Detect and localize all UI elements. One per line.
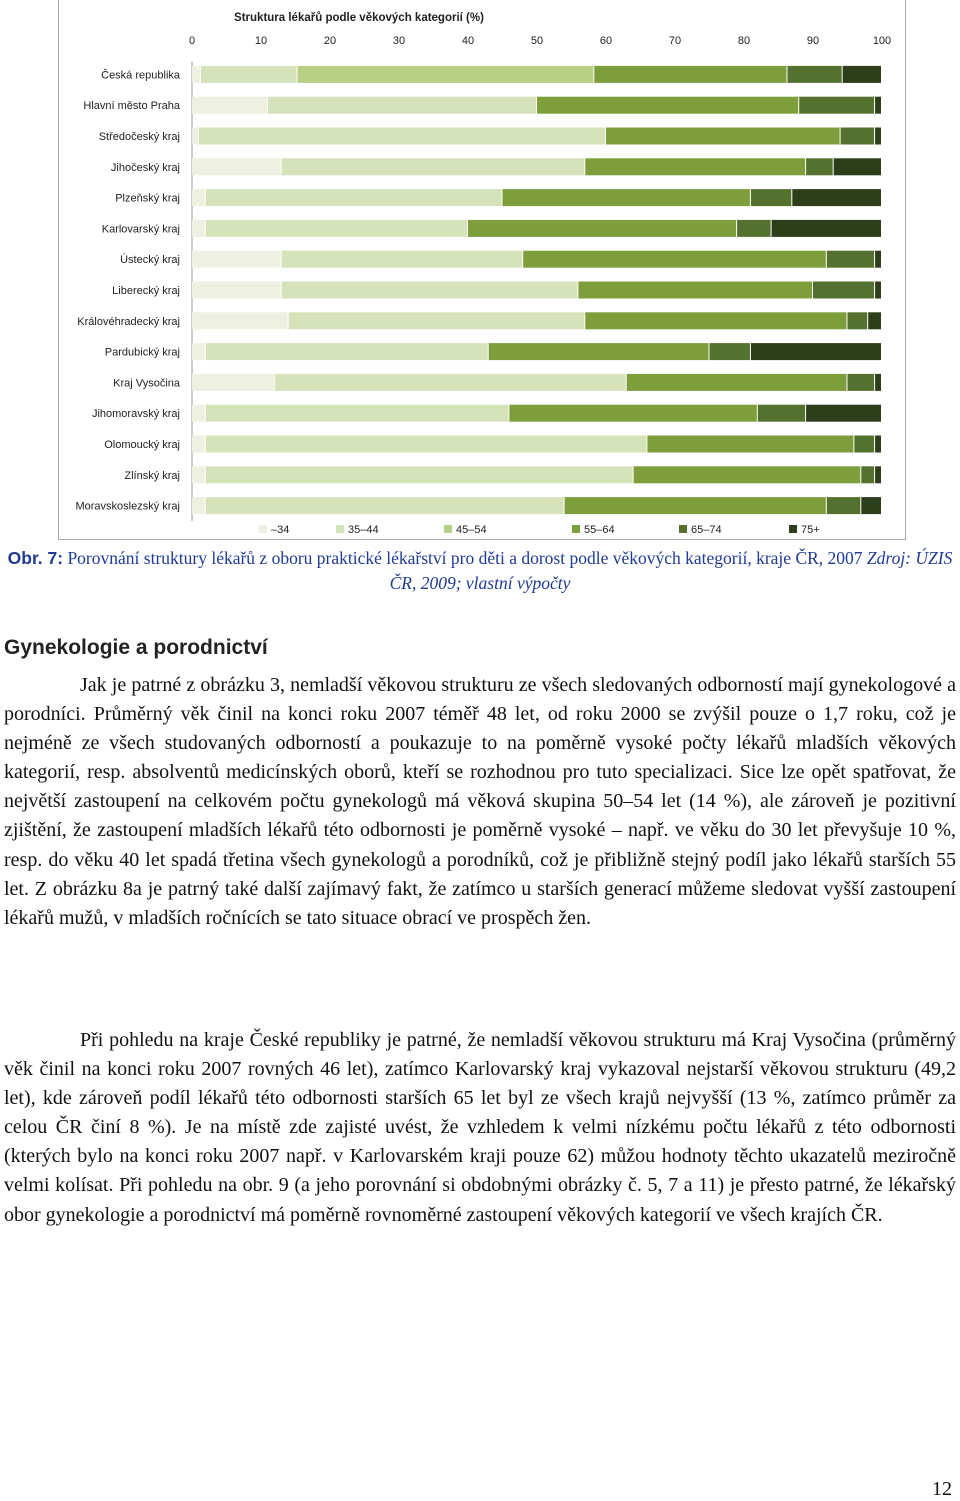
bar-segment [792, 189, 881, 206]
stacked-bar-chart [59, 0, 907, 540]
bar-segment [710, 343, 750, 360]
bar-segment [206, 220, 467, 237]
caption-label: Obr. 7: [7, 548, 64, 568]
bar-segment [192, 374, 274, 391]
chart-figure [58, 0, 906, 540]
legend-label: 75+ [801, 524, 820, 536]
legend-swatch [336, 525, 344, 533]
bar-segment [848, 374, 875, 391]
body-paragraph: Jak je patrné z obrázku 3, nemladší věkovou strukturu ze všech sledovaných odborností mají gynekologové a porodníci. Průměrný věk činil na konci roku 2007 téměř 48 let, od roku 2000 se zvýšil pouze o 1,7 roku, což je nejméně ze všech studovaných odborností a poukazuje to na poměrně vysoké počty lékařů mladších věkových kategorií, resp. absolventů medicínských oborů, kteří se rozhodnou pro tuto specializaci. Sice lze opět spatřovat, že největší zastoupení na celkovém počtu gynekologů má věková skupina 50–54 let (14 %), ale zároveň je pozitivní zjištění, že zastoupení mladších lékařů této odbornosti je poměrně vysoké – např. ve věku do 30 let převyšuje 10 %, resp. do věku 40 let spadá třetina všech gynekologů a porodníků, což je přibližně stejný podíl jako lékařů starších 55 let. Z obrázku 8a je patrný také další zajímavý fakt, že zatímco u starších generací můžeme sledovat vyšší zastoupení lékařů mužů, v mladších ročnících se tato situace obrací ve prospěch žen. [4, 674, 956, 929]
category-label: Olomoucký kraj [104, 439, 180, 451]
bar-segment [192, 436, 205, 453]
bar-segment [192, 220, 205, 237]
legend-label: 35–44 [348, 524, 379, 536]
legend-swatch [259, 525, 267, 533]
caption-source: Zdroj: ÚZIS ČR, 2009; vlastní výpočty [389, 548, 953, 593]
x-tick-label: 70 [668, 35, 682, 47]
category-label: Moravskoslezský kraj [75, 500, 180, 513]
bar-segment [268, 97, 536, 114]
caption-text: Porovnání struktury lékařů z oboru praktické lékařství pro děti a dorost podle věkových kategorií, kraje ČR, 2007 [63, 548, 867, 568]
x-tick-label: 20 [323, 35, 337, 47]
bar-segment [192, 282, 281, 299]
bar-segment [206, 497, 564, 514]
bar-segment [585, 158, 805, 175]
bar-segment [751, 343, 881, 360]
bar-segment [289, 312, 585, 329]
category-label: Jihočeský kraj [110, 161, 180, 174]
page-number: 12 [932, 1478, 952, 1500]
bar-segment [192, 312, 288, 329]
bar-segment [875, 374, 881, 391]
bar-segment [192, 466, 205, 483]
bar-segment [192, 343, 205, 360]
x-tick-label: 60 [599, 35, 613, 47]
bar-segment [585, 312, 846, 329]
bar-segment [578, 282, 812, 299]
bar-segment [875, 436, 881, 453]
bar-segment [192, 158, 281, 175]
x-tick-label: 30 [392, 35, 406, 47]
category-label: Ústecký kraj [120, 254, 180, 267]
category-label: Hlavní město Praha [83, 100, 180, 113]
bar-segment [827, 251, 874, 268]
bar-segment [565, 497, 826, 514]
bar-segment [875, 282, 881, 299]
bar-segment [868, 312, 881, 329]
legend-label: 45–54 [456, 524, 487, 536]
x-tick-label: 50 [530, 35, 544, 47]
category-label: Zlínský kraj [124, 469, 180, 482]
bar-segment [509, 405, 756, 422]
legend-label: 65–74 [691, 524, 722, 536]
legend-swatch [572, 525, 580, 533]
body-paragraph: Při pohledu na kraje České republiky je patrné, že nemladší věkovou strukturu má Kraj Vysočina (průměrný věk činil na konci roku 2007 rovných 46 let), zatímco Karlovarský kraj vykazoval nejstarší věkovou strukturu (49,2 let), kde zároveň podíl lékařů této odbornosti starších 65 let byl ze všech krajů nejvyšší (13 %, zatímco průměr za celou ČR činí 8 %). Je na místě zde zajisté uvést, že vzhledem k velmi nízkému počtu lékařů z této odbornosti (kterých bylo na konci roku 2007 např. v Karlovarském kraji pouze 62) můžou hodnoty těchto ukazatelů meziročně velmi kolísat. Při pohledu na obr. 9 (a jeho porovnání si obdobnými obrázky č. 5, 7 a 11) je přesto patrné, že lékařský obor gynekologie a porodnictví má poměrně rovnoměrné zastoupení věkových kategorií ve všech krajích ČR. [4, 1029, 956, 1226]
figure-caption [0, 546, 960, 596]
bar-segment [282, 251, 523, 268]
bar-segment [799, 97, 874, 114]
bar-segment [206, 405, 509, 422]
bar-segment [772, 220, 881, 237]
bar-segment [206, 189, 502, 206]
bar-segment [206, 466, 633, 483]
legend-label: –34 [271, 524, 290, 536]
legend-swatch [444, 525, 452, 533]
bar-segment [206, 436, 647, 453]
bar-segment [537, 97, 798, 114]
bar-segment [594, 66, 786, 83]
bar-segment [813, 282, 874, 299]
x-tick-label: 80 [737, 35, 751, 47]
category-label: Kraj Vysočina [113, 377, 180, 390]
x-tick-label: 40 [461, 35, 475, 47]
bar-segment [861, 497, 881, 514]
bar-segment [192, 497, 205, 514]
bar-segment [192, 128, 198, 145]
category-label: Pardubický kraj [104, 346, 180, 359]
bar-segment [489, 343, 709, 360]
category-label: Středočeský kraj [98, 131, 180, 143]
bar-segment [848, 312, 868, 329]
chart-title: Struktura lékařů podle věkových kategorií (%) [234, 12, 484, 24]
bar-segment [875, 97, 881, 114]
x-tick-label: 0 [188, 35, 196, 47]
bar-segment [298, 66, 594, 83]
bar-segment [282, 282, 578, 299]
bar-segment [737, 220, 771, 237]
bar-segment [758, 405, 805, 422]
bar-segment [468, 220, 736, 237]
bar-segment [192, 251, 281, 268]
bar-segment [282, 158, 585, 175]
bar-segment [751, 189, 791, 206]
bar-segment [627, 374, 847, 391]
bar-segment [854, 436, 874, 453]
bar-segment [503, 189, 750, 206]
x-tick-label: 100 [872, 35, 892, 47]
bar-segment [841, 128, 875, 145]
bar-segment [827, 497, 861, 514]
bar-segment [875, 128, 881, 145]
x-tick-label: 10 [254, 35, 268, 47]
bar-segment [606, 128, 840, 145]
bar-segment [192, 66, 200, 83]
legend-swatch [679, 525, 687, 533]
bar-segment [199, 128, 605, 145]
section-heading: Gynekologie a porodnictví [4, 636, 268, 659]
legend-swatch [789, 525, 797, 533]
legend-label: 55–64 [584, 524, 615, 536]
bar-segment [787, 66, 841, 83]
bar-segment [834, 158, 881, 175]
category-label: Liberecký kraj [112, 285, 180, 297]
bar-segment [523, 251, 826, 268]
bar-segment [192, 405, 205, 422]
bar-segment [275, 374, 626, 391]
bar-segment [647, 436, 853, 453]
x-tick-label: 90 [806, 35, 820, 47]
bar-segment [806, 158, 833, 175]
bar-segment [192, 189, 205, 206]
bar-segment [192, 97, 267, 114]
category-label: Česká republika [101, 69, 180, 82]
bar-segment [206, 343, 488, 360]
category-label: Karlovarský kraj [101, 223, 180, 236]
category-label: Královéhradecký kraj [77, 315, 180, 328]
bar-segment [875, 251, 881, 268]
bar-segment [634, 466, 861, 483]
category-label: Plzeňský kraj [115, 192, 180, 205]
bar-segment [861, 466, 874, 483]
bar-segment [201, 66, 297, 83]
bar-segment [843, 66, 881, 83]
bar-segment [875, 466, 881, 483]
bar-segment [806, 405, 881, 422]
category-label: Jihomoravský kraj [91, 408, 180, 421]
